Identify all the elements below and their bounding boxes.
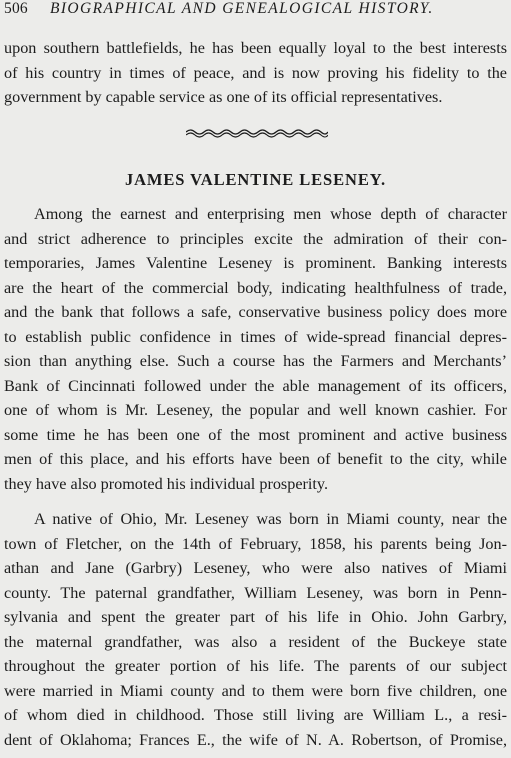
text-line: of whom died in childhood. Those still living are William L., a resi- [4,706,507,724]
text-line: and strict adherence to principles excite the admiration of their con- [4,229,507,248]
running-title: BIOGRAPHICAL AND GENEALOGICAL HISTORY. [50,0,434,17]
text-line: were married in Miami county and to them were born five children, one [4,681,507,700]
text-line: of his country in times of peace, and is now proving his fidelity to the [4,63,507,82]
biography-paragraph-1 [4,202,507,496]
text-line: to establish public confidence in times of wide-spread financial depres- [4,327,507,346]
text-line: men of this place, and his efforts have been of benefit to the city, while [4,450,507,468]
text-line: county. The paternal grandfather, William Leseney, was born in Penn- [4,583,507,602]
intro-paragraph [4,36,507,110]
biography-paragraph-2 [4,507,507,752]
text-line: some time he has been one of the most prominent and active business [4,425,507,444]
text-line: athan and Jane (Garbry) Leseney, who were also natives of Miami [4,559,507,577]
page-number: 506 [4,0,28,17]
text-line: dent of Oklahoma; Frances E., the wife of N. A. Robertson, of Promise, [4,730,507,749]
text-line: are the heart of the commercial body, indicating healthfulness of trade, [4,278,507,297]
text-line: A native of Ohio, Mr. Leseney was born in Miami county, near the [34,510,507,528]
text-line: upon southern battlefields, he has been equally loyal to the best interests [4,39,507,57]
text-line: sion than anything else. Such a course has the Farmers and Merchants’ [4,352,507,370]
text-line: one of whom is Mr. Leseney, the popular and well known cashier. For [4,401,507,419]
text-line: the maternal grandfather, was also a resident of the Buckeye state [4,632,507,651]
running-head [4,0,511,22]
text-line: town of Fletcher, on the 14th of February, 1858, his parents being Jon- [4,534,507,553]
text-line: sylvania and spent the greater part of his life in Ohio. John Garbry, [4,608,507,626]
text-line: temporaries, James Valentine Leseney is prominent. Banking interests [4,254,507,272]
text-line: and the bank that follows a safe, conservative business policy does more [4,303,507,321]
text-line: government by capable service as one of its official representatives. [4,88,443,106]
section-heading: JAMES VALENTINE LESENEY. [124,170,387,189]
text-line: throughout the greater portion of his life. The parents of our subject [4,657,507,675]
text-line: Among the earnest and enterprising men whose depth of character [34,205,507,223]
text-line: Bank of Cincinnati followed under the able management of its officers, [4,376,507,395]
text-line: they have also promoted his individual prosperity. [4,474,328,493]
wavy-divider [186,128,328,138]
